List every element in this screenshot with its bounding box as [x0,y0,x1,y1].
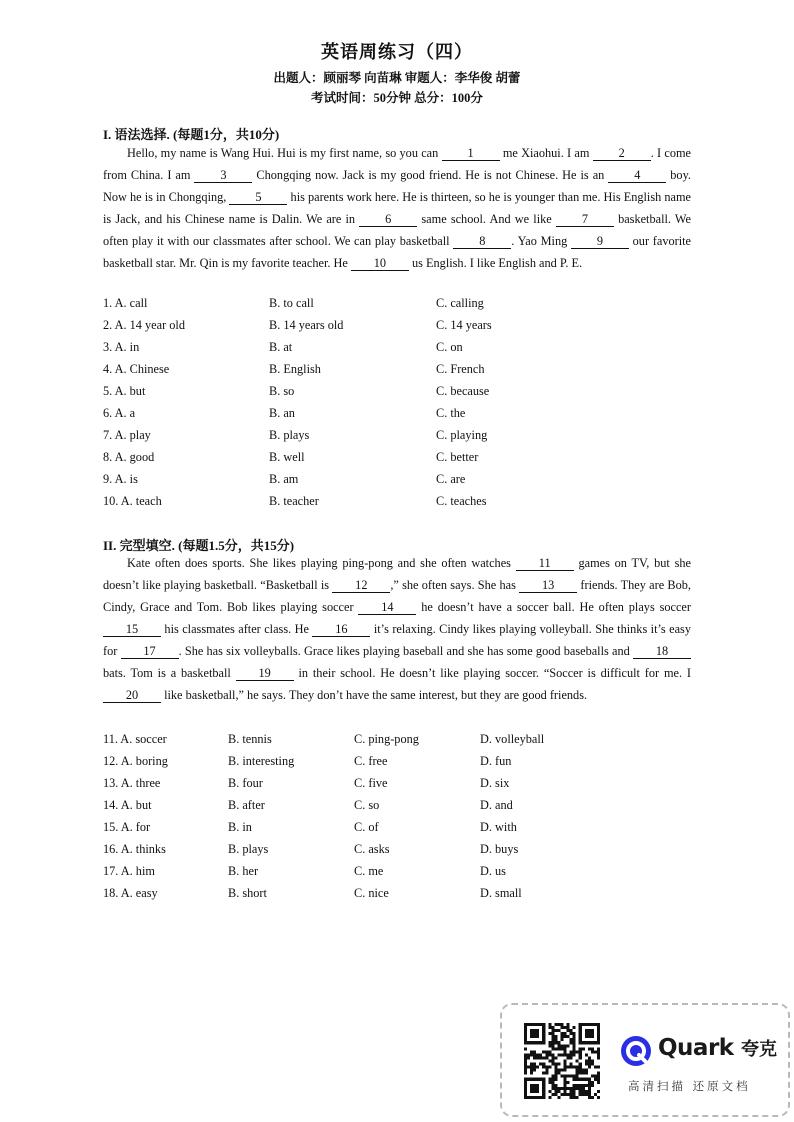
section1-options [103,296,703,516]
option-choice: C. of [354,820,379,834]
option-choice: 3. A. in [103,340,140,354]
passage-text: Hello, my name is Wang Hui. Hui is my first name, so you can [127,146,442,160]
option-choice: B. at [269,340,293,354]
answer-blank: 2 [593,146,651,161]
passage-text: boy. Now he is in Chongqing, [103,168,692,204]
answer-blank: 17 [121,644,179,659]
option-choice: D. fun [480,754,512,768]
passage-text: . She has six volleyballs. Grace likes playing baseball and she has some good baseballs and [178,644,633,658]
section2-passage [103,552,691,706]
option-choice: 16. A. thinks [103,842,166,856]
option-choice: B. her [228,864,259,878]
passage-text: friends. They are Bob, Cindy, Grace and Tom. Bob likes playing soccer [103,578,691,614]
passage-text: . Yao Ming [511,234,571,248]
option-choice: 13. A. three [103,776,161,790]
answer-blank: 10 [351,256,409,271]
option-choice: 5. A. but [103,384,146,398]
option-choice: B. 14 years old [269,318,344,332]
option-choice: C. on [436,340,463,354]
option-row [103,450,703,472]
option-choice: B. so [269,384,295,398]
option-choice: C. five [354,776,388,790]
option-row [103,798,703,820]
qr-code-icon [524,1023,600,1099]
option-choice: 1. A. call [103,296,148,310]
answer-blank: 1 [442,146,500,161]
authors-line: 出题人：顾丽琴 向苗琳 审题人：李华俊 胡蕾 [273,71,521,85]
option-choice: 8. A. good [103,450,155,464]
option-choice: D. volleyball [480,732,545,746]
quark-watermark [500,1003,790,1117]
option-choice: C. because [436,384,490,398]
passage-text: Chongqing now. Jack is my good friend. He is not Chinese. He is an [252,168,609,182]
option-choice: C. better [436,450,479,464]
option-row [103,886,703,908]
option-choice: 2. A. 14 year old [103,318,185,332]
passage-text: our favorite basketball star. Mr. Qin is my favorite teacher. He [103,234,692,270]
option-row [103,296,703,318]
section2-options [103,732,703,908]
option-choice: C. nice [354,886,389,900]
passage-text: basketball. We often play it with our classmates after school. We can play basketball [103,212,692,248]
quark-brand [620,1035,780,1069]
option-choice: C. calling [436,296,484,310]
option-choice: C. are [436,472,466,486]
option-choice: C. free [354,754,388,768]
passage-text: his classmates after class. He [161,622,313,636]
passage-text: ,” she often says. She has [390,578,520,592]
option-choice: B. plays [269,428,310,442]
option-choice: C. me [354,864,384,878]
option-choice: 9. A. is [103,472,138,486]
option-choice: C. teaches [436,494,487,508]
answer-blank: 16 [312,622,370,637]
answer-blank: 7 [556,212,614,227]
option-choice: C. so [354,798,380,812]
option-row [103,842,703,864]
quark-logo-icon [620,1035,652,1067]
page-title: 英语周练习（四） [321,42,473,62]
answer-blank: 6 [359,212,417,227]
option-choice: C. French [436,362,485,376]
passage-text: Kate often does sports. She likes playing ping-pong and she often watches [127,556,516,570]
option-choice: B. after [228,798,265,812]
option-choice: 11. A. soccer [103,732,167,746]
option-choice: D. us [480,864,506,878]
option-choice: D. and [480,798,513,812]
option-choice: D. buys [480,842,519,856]
option-choice: B. am [269,472,299,486]
passage-text: like basketball,” he says. They don’t have the same interest, but they are good friends. [161,688,588,702]
section1-passage [103,142,691,274]
option-choice: 6. A. a [103,406,136,420]
passage-text: me Xiaohui. I am [499,146,593,160]
section2-heading: II. 完型填空. (每题1.5分，共15分) [103,538,295,553]
answer-blank: 12 [332,578,390,593]
option-row [103,318,703,340]
option-row [103,406,703,428]
option-choice: 12. A. boring [103,754,168,768]
option-choice: B. short [228,886,267,900]
passage-text: it’s relaxing. Cindy likes playing volleyball. She thinks it’s easy for [103,622,691,658]
quark-brand-text: Quark [658,1035,734,1061]
option-choice: 15. A. for [103,820,151,834]
option-choice: D. small [480,886,522,900]
option-choice: B. four [228,776,263,790]
answer-blank: 13 [519,578,577,593]
answer-blank: 20 [103,688,161,703]
option-choice: 10. A. teach [103,494,162,508]
answer-blank: 15 [103,622,161,637]
option-choice: B. tennis [228,732,272,746]
option-choice: C. ping-pong [354,732,419,746]
passage-text: in their school. He doesn’t like playing soccer. “Soccer is difficult for me. I [293,666,691,680]
passage-text: bats. Tom is a basketball [103,666,236,680]
passage-text: us English. I like English and P. E. [408,256,583,270]
option-choice: 7. A. play [103,428,151,442]
answer-blank: 11 [516,556,574,571]
quark-slogan: 高清扫描 还原文档 [628,1079,751,1093]
option-choice: B. English [269,362,321,376]
option-choice: C. asks [354,842,390,856]
exam-info-line: 考试时间：50分钟 总分：100分 [311,91,483,105]
option-row [103,732,703,754]
option-row [103,776,703,798]
option-choice: 4. A. Chinese [103,362,170,376]
option-choice: B. plays [228,842,269,856]
answer-blank: 8 [453,234,511,249]
answer-blank: 14 [358,600,416,615]
option-row [103,754,703,776]
quark-brand-cn: 夸克 [741,1039,777,1060]
option-row [103,362,703,384]
passage-text: his parents work here. He is thirteen, so he is younger than me. His English name is Jack, and his Chinese name is Dalin. We are in [103,190,691,226]
option-row [103,384,703,406]
option-choice: C. the [436,406,466,420]
option-choice: B. teacher [269,494,319,508]
option-choice: 14. A. but [103,798,152,812]
passage-text: same school. And we like [417,212,556,226]
option-row [103,494,703,516]
answer-blank: 19 [236,666,294,681]
answer-blank: 3 [194,168,252,183]
option-choice: B. in [228,820,252,834]
answer-blank: 4 [608,168,666,183]
option-row [103,340,703,362]
option-choice: 17. A. him [103,864,155,878]
option-choice: C. playing [436,428,488,442]
section1-heading: I. 语法选择. (每题1分，共10分) [103,127,280,142]
option-choice: B. well [269,450,305,464]
answer-blank: 18 [633,644,691,659]
option-choice: C. 14 years [436,318,492,332]
section2-passage-text [103,552,691,706]
option-choice: 18. A. easy [103,886,158,900]
option-row [103,820,703,842]
option-choice: B. an [269,406,295,420]
option-row [103,864,703,886]
option-choice: D. with [480,820,517,834]
passage-text: . I come from China. I am [103,146,692,182]
option-row [103,472,703,494]
passage-text: games on TV, but she doesn’t like playing basketball. “Basketball is [103,556,691,592]
answer-blank: 5 [229,190,287,205]
passage-text: he doesn’t have a soccer ball. He often plays soccer [416,600,691,614]
option-choice: B. interesting [228,754,295,768]
option-choice: B. to call [269,296,314,310]
section1-passage-text [103,142,691,274]
answer-blank: 9 [571,234,629,249]
option-choice: D. six [480,776,510,790]
option-row [103,428,703,450]
